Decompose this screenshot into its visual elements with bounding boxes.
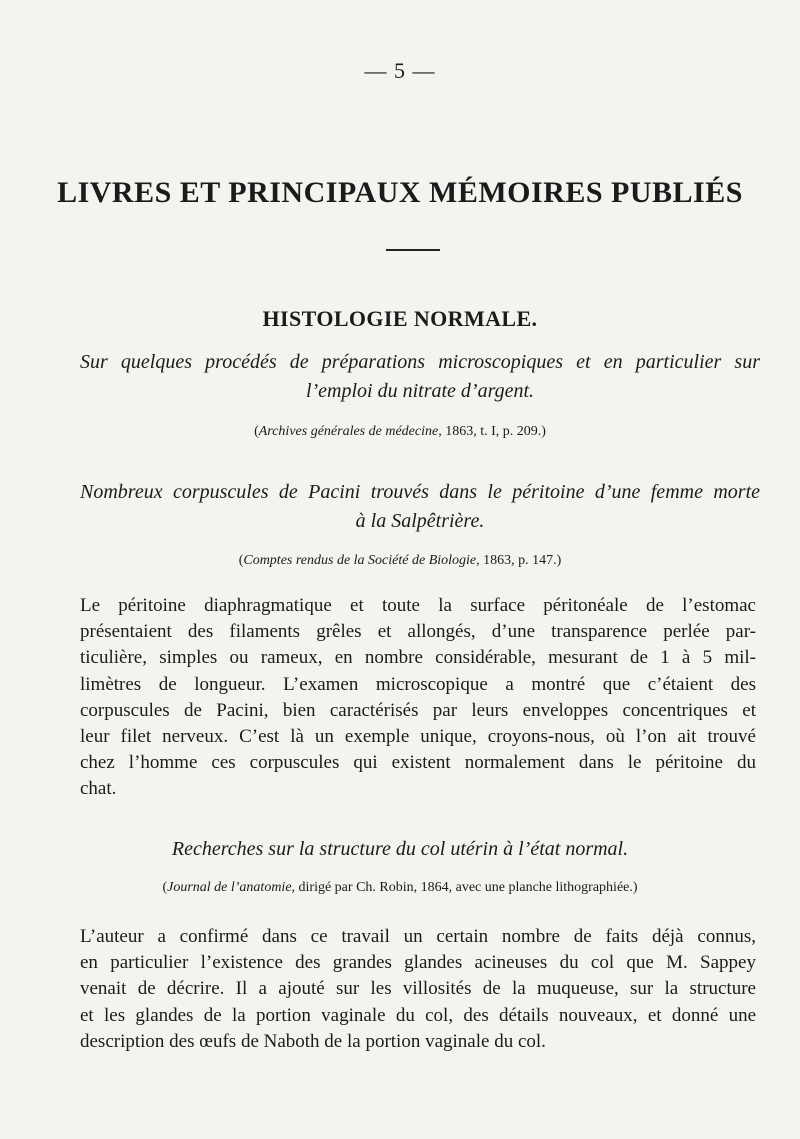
article3-citation-journal: Journal de l’anatomie, (167, 880, 296, 895)
article3-title: Recherches sur la structure du col utérin à l’état normal. (171, 838, 629, 860)
article3-citation: (Journal de l’anatomie, dirigé par Ch. Robin, 1864, avec une planche lithographiée.) (162, 880, 638, 895)
article2-title-line1: Nombreux corpuscules de Pacini trouvés dans le péritoine d’une femme morte (80, 481, 760, 503)
article1-citation-journal: Archives générales de médecine, (258, 424, 442, 439)
body-line: chat. (80, 778, 117, 800)
article2-title (80, 478, 760, 536)
main-title: LIVRES ET PRINCIPAUX MÉMOIRES PUBLIÉS (57, 176, 743, 209)
body-line: leur filet nerveux. C’est là un exemple unique, croyons-nous, où l’on ait trouvé (80, 726, 756, 748)
body-line: Le péritoine diaphragmatique et toute la surface péritonéale de l’estomac (80, 595, 756, 616)
title-rule (386, 249, 440, 251)
article2-citation-details: 1863, p. 147.) (479, 553, 562, 568)
body-line: ticulière, simples ou rameux, en nombre considérable, mesurant de 1 à 5 mil- (80, 647, 756, 669)
article2-citation: (Comptes rendus de la Société de Biologie, 1863, p. 147.) (238, 553, 562, 568)
article1-title-line2: l’emploi du nitrate d’argent. (305, 380, 535, 402)
body-line: en particulier l’existence des grandes glandes acineuses du col que M. Sappey (80, 952, 756, 974)
article1-citation-details: 1863, t. I, p. 209.) (441, 424, 546, 439)
body-line: description des œufs de Naboth de la portion vaginale du col. (80, 1030, 546, 1052)
article3-citation-details: dirigé par Ch. Robin, 1864, avec une planche lithographiée.) (295, 880, 638, 895)
article1-title-line1: Sur quelques procédés de préparations microscopiques et en particulier sur (80, 351, 760, 373)
article3-body (80, 924, 756, 1055)
article1-title (80, 348, 760, 406)
body-line: chez l’homme ces corpuscules qui existent normalement dans le péritoine du (80, 752, 756, 774)
page-number: — 5 — (364, 58, 436, 83)
article2-title-line2: à la Salpêtrière. (355, 510, 485, 532)
article2-citation-journal: Comptes rendus de la Société de Biologie, (243, 553, 480, 568)
article2-body (80, 593, 756, 803)
body-line: présentaient des filaments grêles et allongés, d’une transparence perlée par- (80, 621, 756, 643)
body-line: corpuscules de Pacini, bien caractérisés par leurs enveloppes concentriques et (80, 699, 756, 721)
body-line: limètres de longueur. L’examen microscopique a montré que c’étaient des (80, 673, 756, 695)
article1-citation: (Archives générales de médecine, 1863, t. I, p. 209.) (254, 424, 546, 439)
body-line: et les glandes de la portion vaginale du col, des détails nouveaux, et donné une (80, 1004, 756, 1026)
body-line: venait de décrire. Il a ajouté sur les villosités de la muqueuse, sur la structure (80, 978, 756, 1000)
body-line: L’auteur a confirmé dans ce travail un certain nombre de faits déjà connus, (80, 926, 756, 947)
section-title: HISTOLOGIE NORMALE. (262, 306, 538, 331)
